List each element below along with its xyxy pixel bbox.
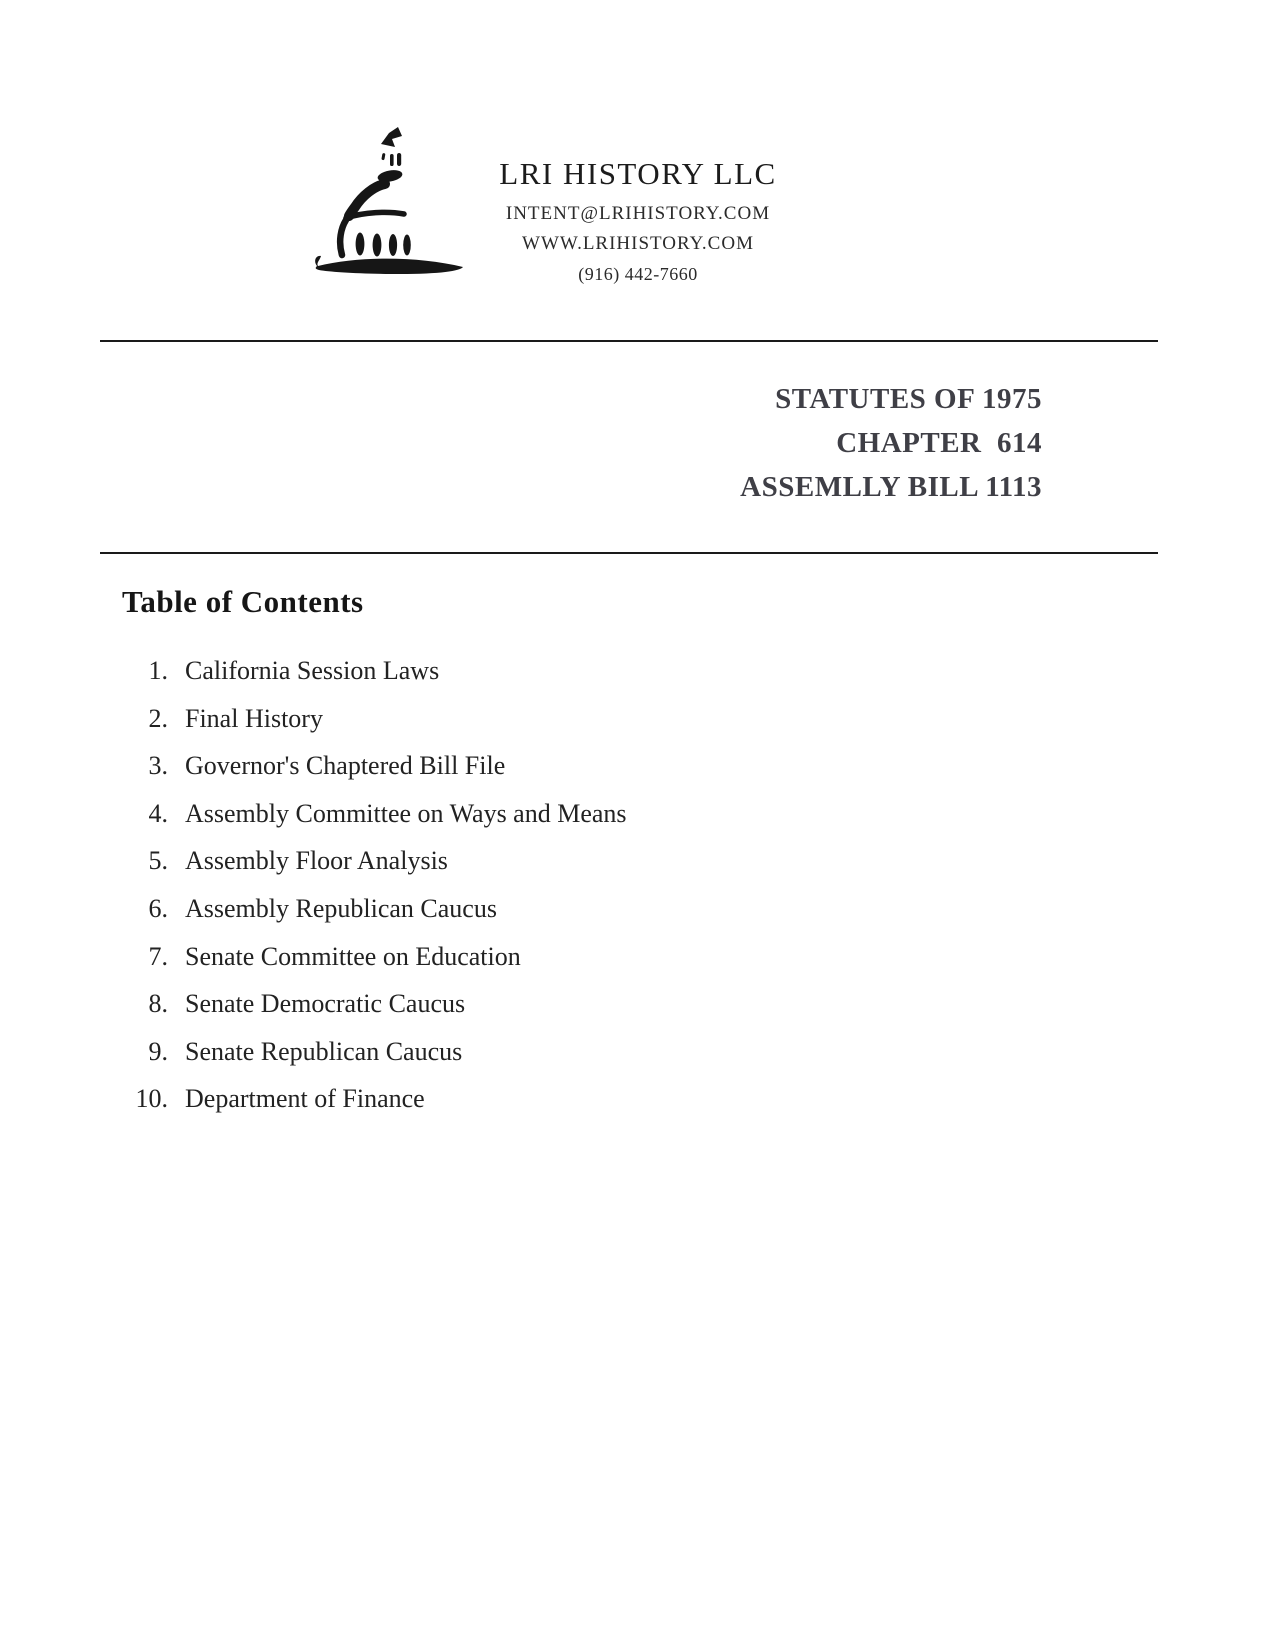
toc-item	[120, 837, 627, 885]
email-address: INTENT@LRIHISTORY.COM	[505, 203, 771, 224]
toc-item-label: California Session Laws	[185, 656, 440, 685]
letterhead	[438, 156, 838, 289]
toc-item-label: Assembly Republican Caucus	[185, 893, 497, 923]
assembly-bill-line: ASSEMLLY BILL 1113	[740, 471, 1042, 503]
toc-item-number: 8.	[148, 989, 168, 1019]
toc-item-number: 2.	[148, 703, 168, 733]
toc-item-label: Senate Republican Caucus	[185, 1036, 463, 1066]
toc-item-number: 10.	[135, 1084, 168, 1114]
toc-item-label: Governor's Chaptered Bill File	[185, 751, 506, 781]
toc-item-label: Assembly Floor Analysis	[185, 846, 448, 876]
toc-item-number: 7.	[148, 941, 168, 971]
toc-list	[120, 647, 627, 1123]
toc-item-number: 9.	[148, 1036, 168, 1066]
toc-item	[120, 980, 627, 1028]
toc-item	[120, 742, 627, 790]
phone-number: (916) 442-7660	[578, 264, 698, 284]
contact-block	[438, 199, 838, 289]
chapter-line: CHAPTER 614	[836, 427, 1042, 459]
toc-item-label: Final History	[185, 703, 323, 733]
toc-item-label: Senate Democratic Caucus	[185, 989, 466, 1019]
toc-item-label: Department of Finance	[185, 1084, 425, 1114]
website-url: WWW.LRIHISTORY.COM	[522, 233, 754, 254]
statute-reference-block	[740, 377, 1042, 509]
toc-item	[120, 933, 627, 981]
toc-item	[120, 695, 627, 743]
toc-item-number: 4.	[148, 798, 168, 828]
divider-top	[100, 340, 1158, 342]
toc-item-label: Assembly Committee on Ways and Means	[185, 798, 627, 828]
toc-item	[120, 647, 627, 695]
company-name: LRI HISTORY LLC	[499, 156, 777, 191]
divider-bottom	[100, 552, 1158, 554]
toc-item-number: 1.	[148, 656, 168, 685]
statutes-year-line: STATUTES OF 1975	[775, 383, 1042, 415]
toc-item-label: Senate Committee on Education	[185, 941, 521, 971]
toc-item	[120, 790, 627, 838]
toc-item-number: 5.	[148, 846, 168, 876]
toc-item	[120, 1075, 627, 1123]
toc-item	[120, 885, 627, 933]
toc-item	[120, 1028, 627, 1076]
toc-item-number: 3.	[148, 751, 168, 781]
toc-item-number: 6.	[148, 893, 168, 923]
toc-heading: Table of Contents	[122, 584, 364, 619]
